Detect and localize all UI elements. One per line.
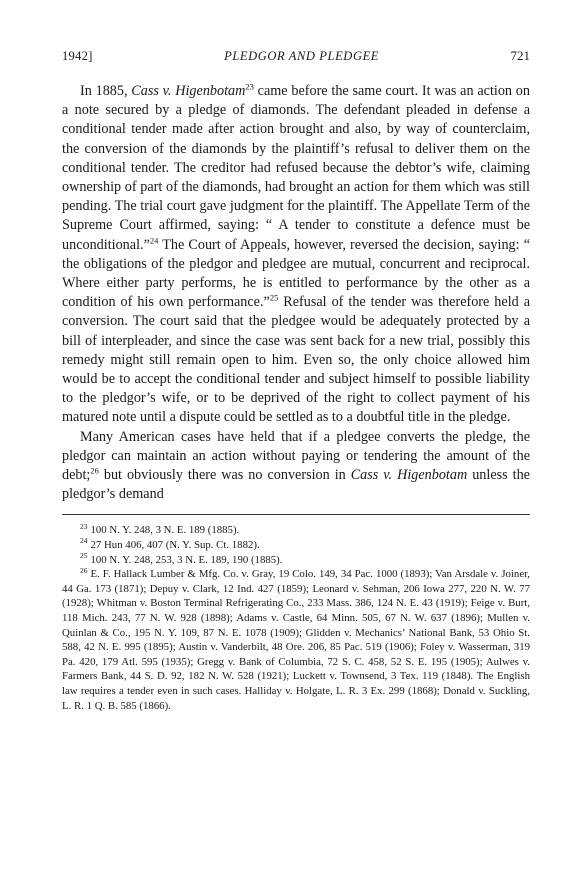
footnote-divider (62, 514, 530, 515)
case-name: Cass v. Higenbotam (350, 467, 468, 484)
running-head (62, 48, 530, 68)
page-number: 721 (510, 48, 530, 63)
text-run: came before the same court. It was an action on a note secured by a pledge of diamonds. The defendant pleaded in defense a conditional tender made after action brought and also, by way of counterclaim, the conversion of the diamonds by the plaintiff’s refusal to deliver them on the conditional tender. The creditor had refused because the debtor’s wife, claiming ownership of part of the diamonds, had brought an action for them which was still pending. The trial court gave judgment for the plaintiff. The Appellate Term of the Supreme Court affirmed, saying: “ A tender to constitute a defence must be unconditional.” (62, 83, 530, 253)
footnote-ref-26[interactable]: 26 (90, 465, 99, 476)
text-run: but obviously there was no conversion in (98, 467, 351, 484)
footnote-ref-24[interactable]: 24 (149, 234, 159, 245)
footnote-number: 24 (80, 536, 88, 546)
case-name: Cass v. Higenbotam (131, 83, 246, 99)
footnote-text: 27 Hun 406, 407 (N. Y. Sup. Ct. 1882). (90, 539, 260, 552)
body-text (62, 82, 530, 504)
paragraph-1 (62, 82, 530, 428)
footnote-25 (62, 553, 530, 568)
footnote-ref-25[interactable]: 25 (269, 292, 279, 303)
footnote-text: 100 N. Y. 248, 253, 3 N. E. 189, 190 (1885). (90, 553, 283, 566)
footnote-number: 26 (80, 565, 88, 575)
footnote-ref-23[interactable]: 23 (245, 81, 254, 92)
paragraph-2 (62, 428, 530, 505)
text-run: The Court of Appeals, however, reversed the decision, saying: “ the obligations of the pledgor and pledgee are mutual, concurrent and reciprocal. Where either party performs, he is entitled to performance by the other as a condition of his own performance.” (62, 236, 530, 311)
text-run: In 1885, (80, 83, 132, 99)
footnote-23 (62, 523, 530, 538)
footnote-26 (62, 567, 530, 713)
volume-year: 1942] (62, 49, 93, 63)
footnotes (62, 523, 530, 713)
document-page (62, 48, 530, 713)
footnote-number: 25 (80, 551, 88, 561)
text-run: Many American cases have held that if a pledgee converts the pledge, the pledgor can maintain an action without paying or tendering the amount of the debt; (62, 428, 530, 484)
text-run: Refusal of the tender was therefore held a conversion. The court said that the pledgee would be adequately protected by a bill of interpleader, and since the case was sent back for a new trial, possibly this remedy might still remain open to him. Even so, the only choice allowed him would be to accept the conditional tender and subject himself to possible liability to the pledgor’s wife, or to be deprived of the right to collect payment of his matured note until a dispute could be settled as to a doubtful title in the pledge. (62, 294, 530, 426)
running-title: PLEDGOR AND PLEDGEE (224, 49, 380, 63)
footnote-text: 100 N. Y. 248, 3 N. E. 189 (1885). (90, 524, 240, 537)
footnote-number: 23 (80, 521, 88, 531)
footnote-24 (62, 538, 530, 553)
text-run: unless the pledgor’s demand (62, 467, 530, 503)
footnote-text: E. F. Hallack Lumber & Mfg. Co. v. Gray, 19 Colo. 149, 34 Pac. 1000 (1893); Van Arsdale v. Joiner, 44 Ga. 173 (1871); Depuy v. Clark, 12 Ind. 427 (1859); Leonard v. Sehman, 206 Iowa 277, 220 N. W. 77 (1928); Whitman v. Boston Terminal Refrigerating Co., 233 Mass. 386, 124 N. E. 43 (1919); Feige v. Burt, 118 Mich. 243, 77 N. W. 928 (1898); Adams v. Castle, 64 Minn. 505, 67 N. W. 637 (1896); Mullen v. Quinlan & Co., 195 N. Y. 109, 87 N. E. 1078 (1909); Glidden v. Mechanics’ National Bank, 53 Ohio St. 588, 42 N. E. 995 (1895); Austin v. Vanderbilt, 48 Ore. 206, 85 Pac. 519 (1906); Foley v. Wasserman, 319 Pa. 420, 179 Atl. 595 (1935); Gregg v. Bank of Columbia, 72 S. C. 458, 52 S. E. 195 (1905); Aulwes v. Farmers Bank, 44 S. D. 92, 182 N. W. 528 (1921); Luckett v. Townsend, 3 Tex. 119 (1848). The English law requires a tender even in such cases. Halliday v. Holgate, L. R. 3 Ex. 299 (1868); Donald v. Suckling, L. R. 1 Q. B. 585 (1866). (62, 568, 530, 712)
